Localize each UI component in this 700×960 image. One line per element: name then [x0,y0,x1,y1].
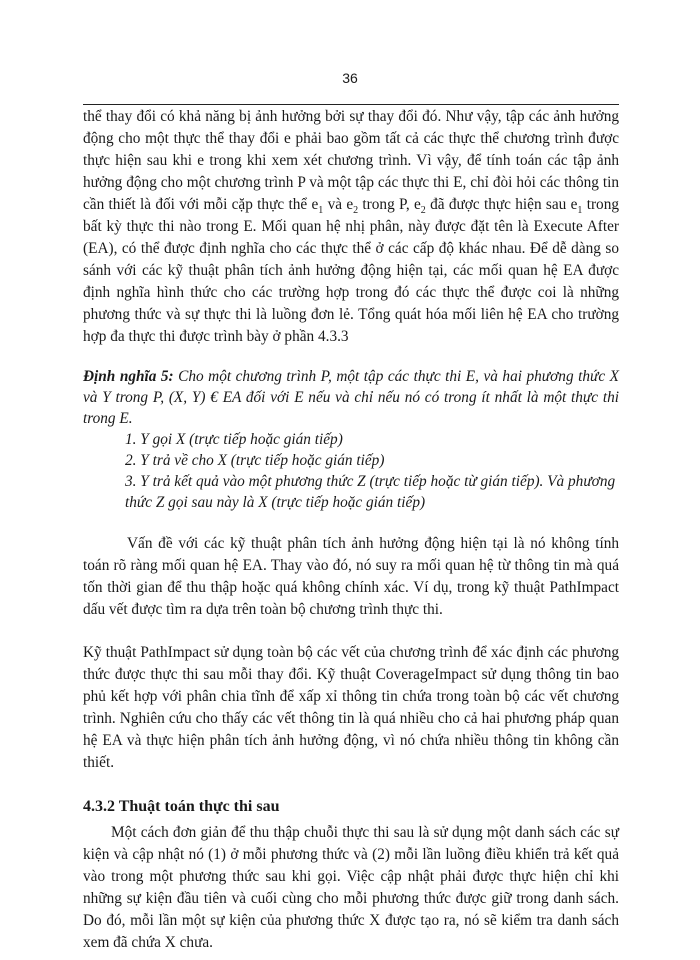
header-rule [83,104,619,105]
subscript: 1 [577,205,583,217]
definition-condition: 1. Y gọi X (trực tiếp hoặc gián tiếp) [125,431,343,448]
para1-and: và e [323,196,354,213]
paragraph-ea-relation [83,106,619,348]
paragraph-pathimpact: Kỹ thuật PathImpact sử dụng toàn bộ các vết của chương trình để xác định các phương thức được thực thi sau mỗi thay đổi. Kỹ thuật CoverageImpact sử dụng thông tin bao phủ kết hợp với phân chia tĩnh để xấp xỉ thông tin chứa trong toàn bộ các vết chương trình. Nghiên cứu cho thấy các vết thông tin là quá nhiều cho cả hai phương pháp quan hệ EA và thực hiện phân tích ảnh hưởng động, vì nó chứa nhiều thông tin không cần thiết. [83,644,619,771]
para1-mid2: đã được thực hiện sau e [425,196,578,213]
page-number: 36 [342,70,358,86]
definition-condition: 2. Y trả về cho X (trực tiếp hoặc gián tiếp) [125,452,385,469]
paragraph-algorithm: Một cách đơn giản để thu thập chuỗi thực thi sau là sử dụng một danh sách các sự kiện và cập nhật nó (1) ở mỗi phương thức và (2) mỗi lần luồng điều khiển trả kết quả vào trong một phương thức sau khi gọi. Việc cập nhật phải được thực hiện chỉ khi những sự kiện đầu tiên và cuối cùng cho mỗi phương thức được giữ trong danh sách. Do đó, mỗi lần một sự kiện của phương thức X được tạo ra, nó sẽ kiểm tra danh sách xem đã chứa X chưa. [83,824,619,951]
paragraph-problem: Vấn đề với các kỹ thuật phân tích ảnh hưởng động hiện tại là nó không tính toán rõ ràng mối quan hệ EA. Thay vào đó, nó suy ra mối quan hệ từ thông tin mà quá tốn thời gian để thu thập hoặc quá không chính xác. Ví dụ, trong kỹ thuật PathImpact dấu vết được tìm ra dựa trên toàn bộ chương trình thực thi. [83,535,619,618]
subscript: 2 [420,205,426,217]
para1-end: trong bất kỳ thực thi nào trong E. Mối quan hệ nhị phân, này được đặt tên là Execute After (EA), có thể được định nghĩa cho các thực thể ở các cấp độ khác nhau. Để dễ dàng so sánh với các kỹ thuật phân tích ảnh hưởng động hiện tại, các mối quan hệ EA được định nghĩa hình thức cho các trường hợp trong đó các thực thể được coi là những phương thức và sự thực thi là luồng đơn lẻ. Tổng quát hóa mối liên hệ EA cho trường hợp đa thực thi được trình bày ở phần 4.3.3 [83,196,619,345]
para1-mid: trong P, e [358,196,421,213]
subscript: 2 [353,205,359,217]
subscript: 1 [318,205,324,217]
section-heading: 4.3.2 Thuật toán thực thi sau [83,798,280,815]
definition-conditions [125,429,619,513]
para1-text: thể thay đổi có khả năng bị ảnh hưởng bởi sự thay đổi đó. Như vậy, tập các ảnh hưởng động cho một thực thể thay đổi e phải bao gồm tất cả các thực thể chương trình được thực hiện sau khi e trong khi xem xét chương trình. Vì vậy, để tính toán các tập ảnh hưởng động cho một chương trình P và một tập các thực thi E, chỉ đòi hỏi các thông tin cần thiết là đối với mỗi cặp thực thể [83,108,619,213]
entity-e1: e [311,196,319,213]
definition-condition: 3. Y trả kết quả vào một phương thức Z (trực tiếp hoặc từ gián tiếp). Và phương thức Z gọi sau này là X (trực tiếp hoặc gián tiếp) [125,473,616,511]
definition-text: Cho một chương trình P, một tập các thực thi E, và hai phương thức X và Y trong P, (X, Y) € EA đối với E nếu và chỉ nếu nó có trong ít nhất là một thực thi trong E. [83,368,619,427]
page-body [83,106,619,954]
definition-label: Định nghĩa 5: [83,368,174,385]
definition-5 [83,366,619,429]
